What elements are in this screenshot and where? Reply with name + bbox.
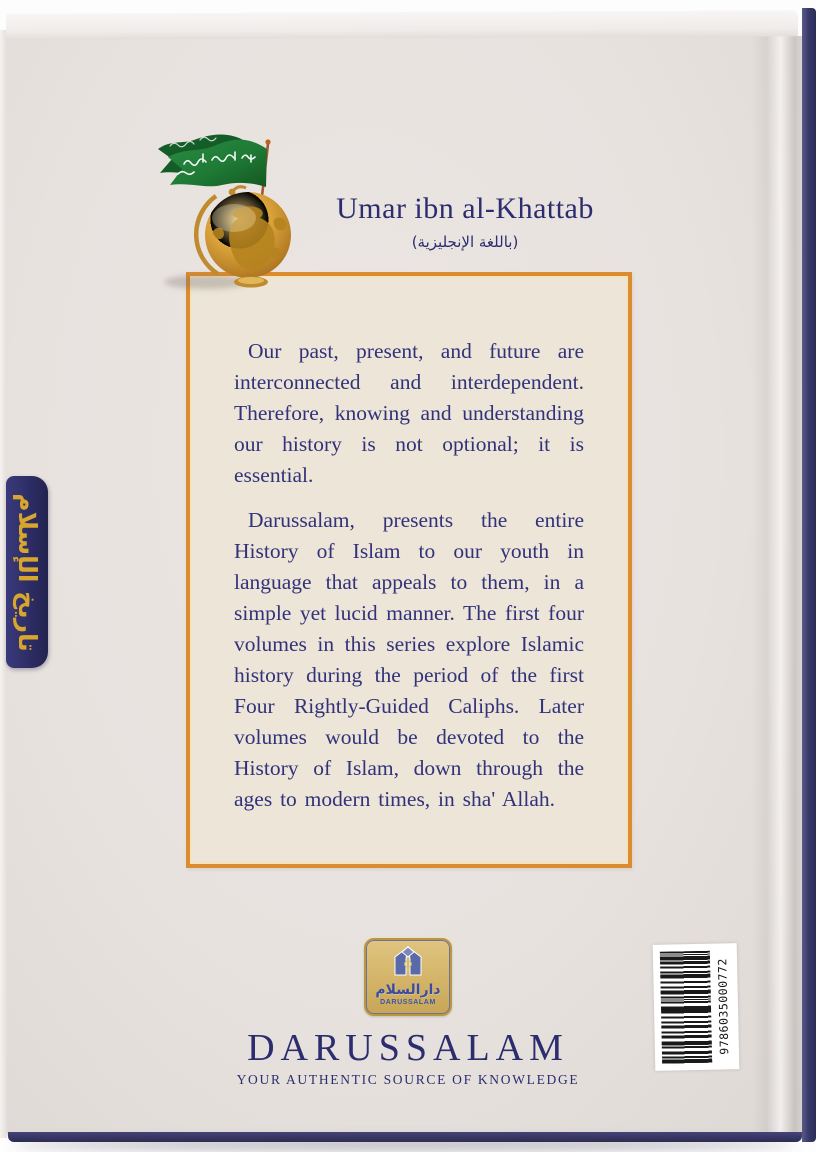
synopsis-paragraph-2: Darussalam, presents the entire History of Islam to our youth in language that appeals to them, in a simple yet lucid manner. The first four volumes in this series explore Islamic history during the period of the first Four Rightly-Guided Caliphs. Later volumes would be devoted to the History of Islam, down through the ages to modern times, in sha' Allah. (234, 508, 584, 811)
synopsis-paragraph-1: Our past, present, and future are interconnected and interdependent. Therefore, knowing and understanding our history is not optional; it is essential. (234, 339, 584, 487)
darussalam-logo (364, 938, 452, 1016)
barcode-number: 9786035000772 (714, 958, 732, 1055)
book-top-edge (6, 10, 798, 39)
publisher-tagline: YOUR AUTHENTIC SOURCE OF KNOWLEDGE (236, 1072, 580, 1087)
book-spine-edge (802, 8, 816, 1142)
spine-series-label: تاريخ الإسلام (12, 492, 42, 652)
barcode-bars (660, 951, 712, 1064)
spine-series-tab (6, 476, 48, 668)
book-title: Umar ibn al-Khattab (336, 192, 594, 225)
header-block (270, 192, 660, 251)
globe-flag-illustration (148, 122, 326, 298)
publisher-name: DARUSSALAM (247, 1027, 569, 1069)
logo-arabic-text: دارالسلام (375, 982, 441, 998)
globe-flag-icon (148, 122, 326, 298)
drop-shadow (14, 1140, 794, 1149)
publisher-block (130, 938, 686, 1088)
barcode (653, 943, 740, 1071)
open-book-icon (387, 945, 429, 977)
book-subtitle-arabic: (باللغة الإنجليزية) (411, 233, 519, 251)
cover-hinge-crease (752, 36, 804, 1136)
logo-caption: DARUSSALAM (380, 999, 436, 1006)
synopsis-box (186, 272, 632, 868)
